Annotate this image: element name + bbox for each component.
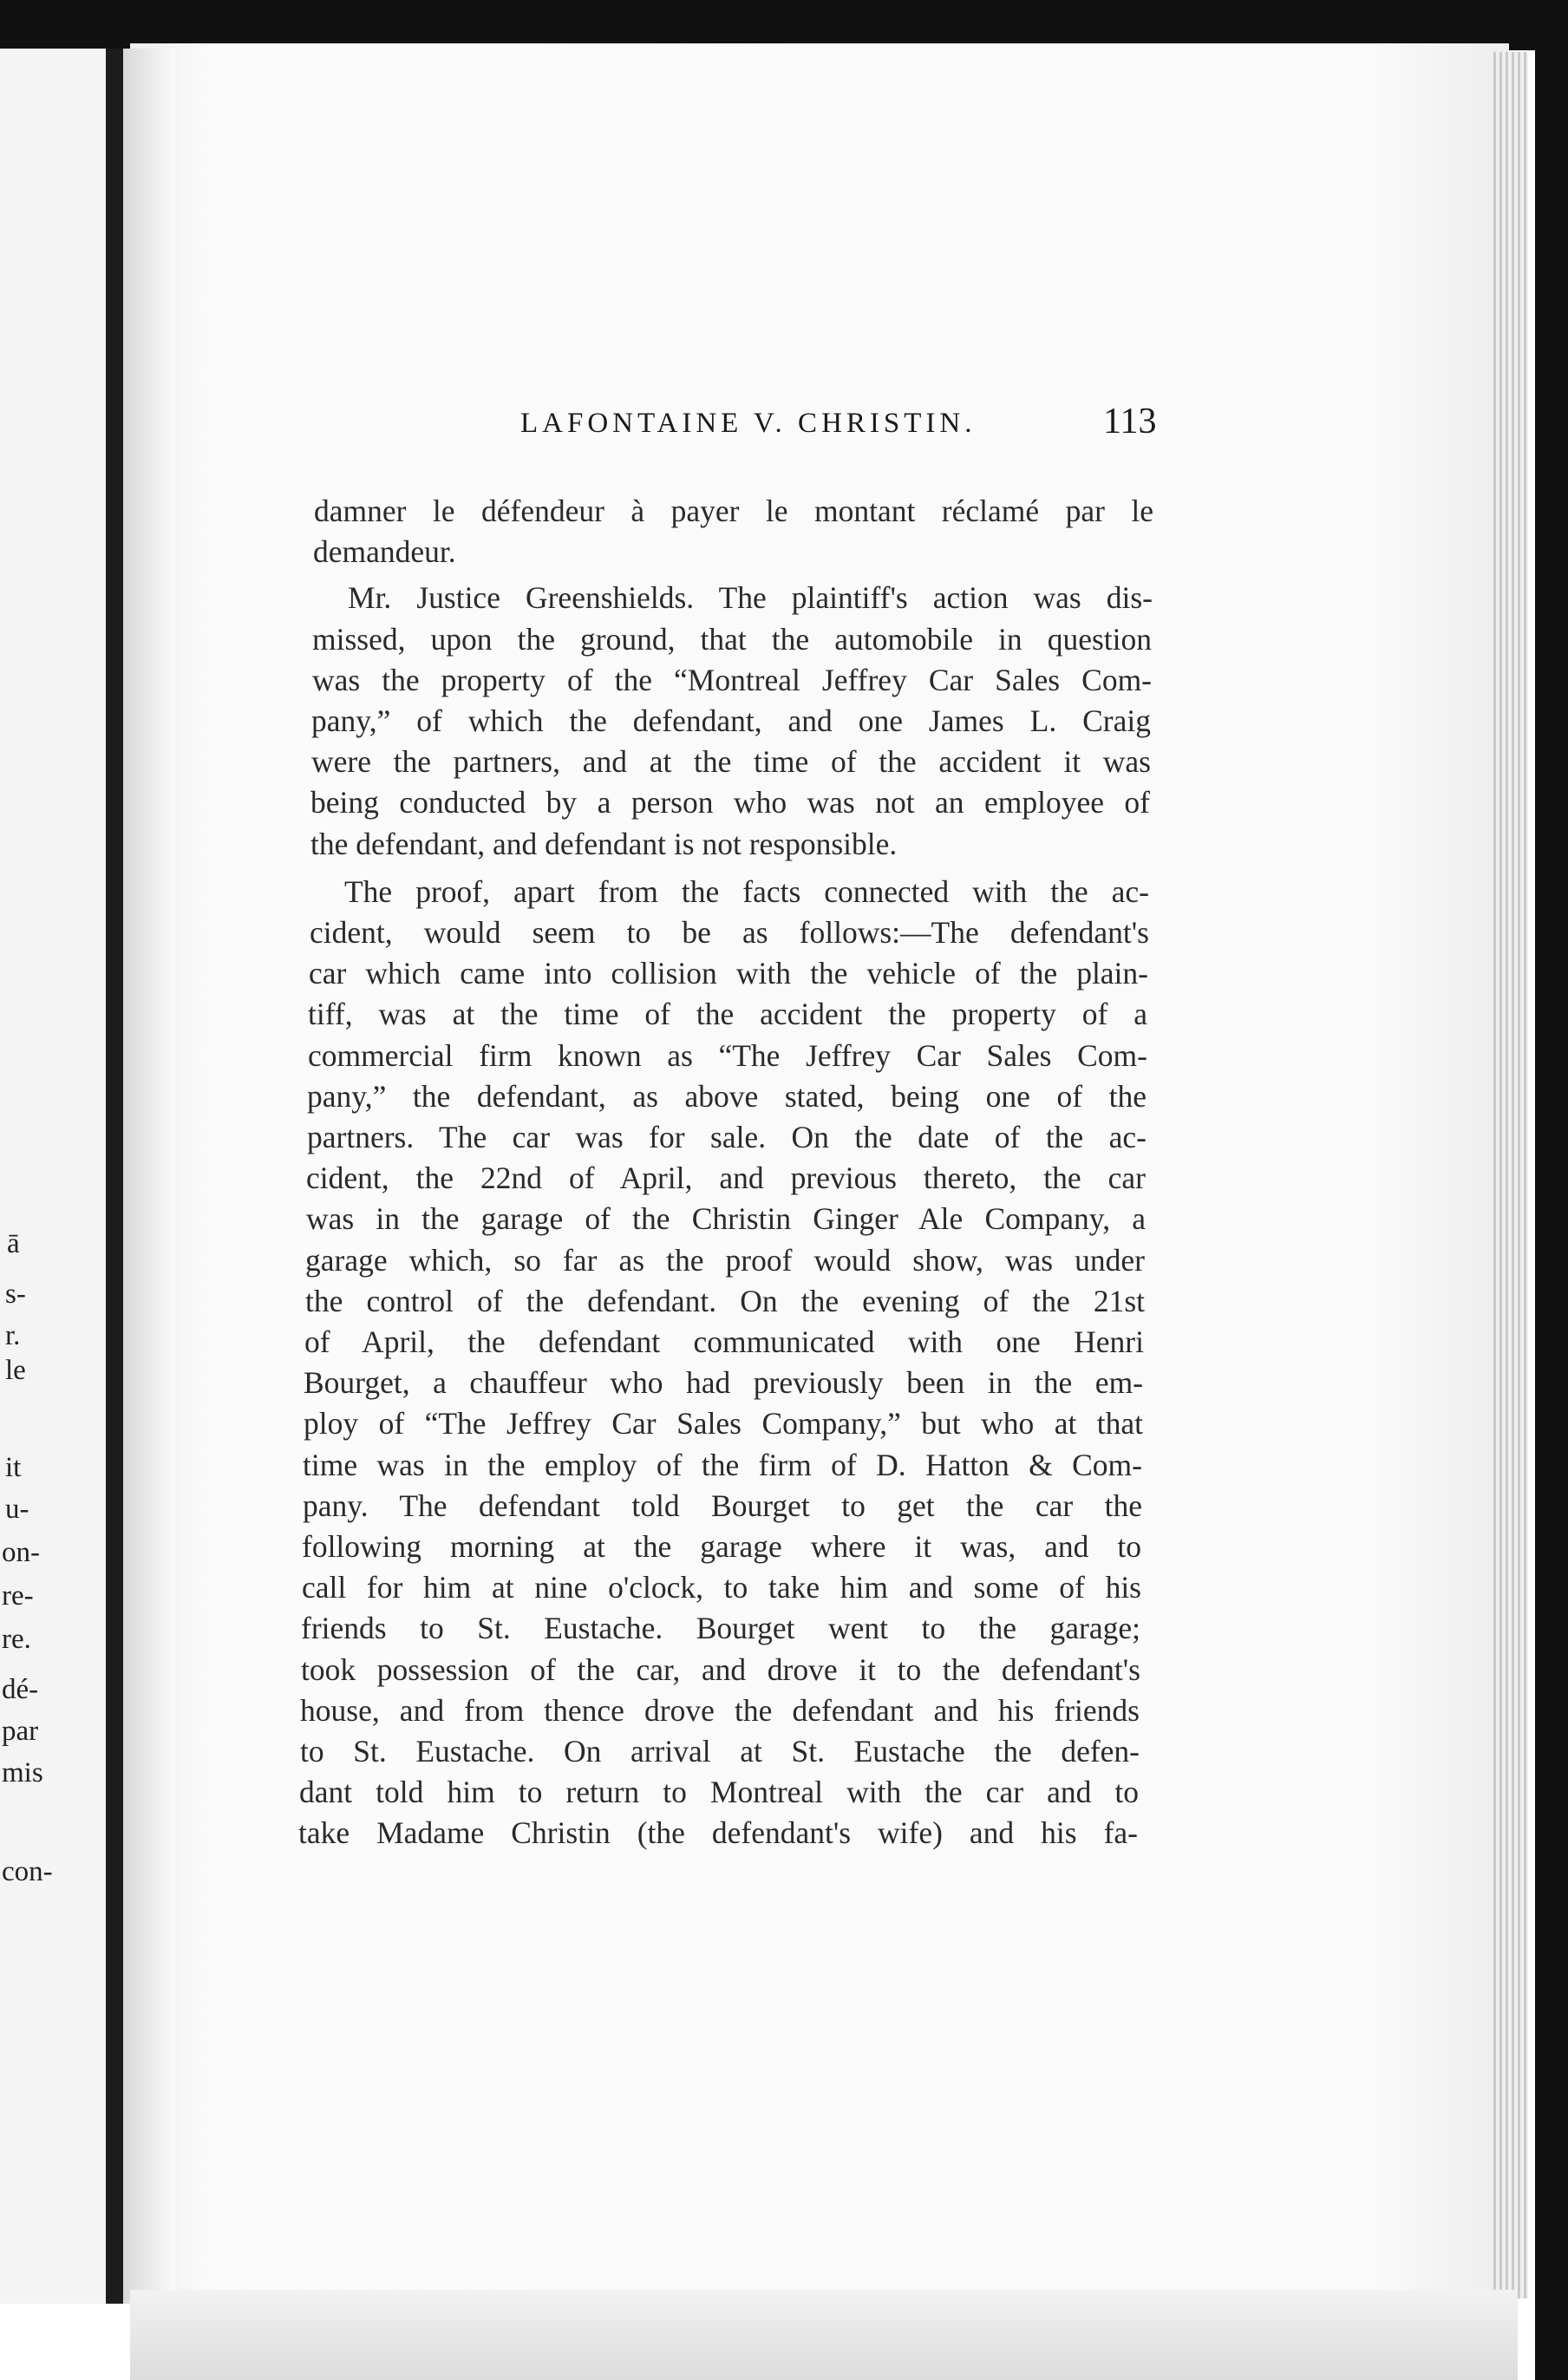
text-line: damner le défendeur à payer le montant réclamé par le: [314, 494, 1153, 528]
left-fragment: mis: [2, 1757, 43, 1788]
gutter-shadow: [123, 49, 175, 2304]
left-fragment: u-: [5, 1494, 29, 1525]
left-fragment: dé-: [2, 1674, 39, 1705]
text-line: call for him at nine o'clock, to take him and some of his: [302, 1570, 1141, 1605]
text-line: pany,” of which the defendant, and one James L. Craig: [311, 703, 1151, 738]
text-line: of April, the defendant communicated with one Henri: [304, 1324, 1144, 1359]
left-facing-page: [0, 49, 106, 2304]
text-line: took possession of the car, and drove it to the defendant's: [301, 1651, 1140, 1687]
text-line: car which came into collision with the vehicle of the plain-: [309, 956, 1148, 991]
book-gutter: [106, 49, 123, 2304]
text-line: was in the garage of the Christin Ginger Ale Company, a: [306, 1201, 1146, 1237]
text-line: cident, would seem to be as follows:—The defendant's: [310, 915, 1149, 950]
text-line: pany. The defendant told Bourget to get the car the: [303, 1488, 1142, 1523]
scan-border-right: [1535, 0, 1568, 2380]
text-line: Mr. Justice Greenshields. The plaintiff's action was dis-: [348, 580, 1153, 616]
text-line: demandeur.: [313, 534, 456, 570]
page-bottom-shadow: [130, 2290, 1518, 2380]
text-line: pany,” the defendant, as above stated, being one of the: [307, 1078, 1147, 1114]
left-fragment: re-: [2, 1580, 34, 1612]
left-fragment: on-: [2, 1537, 40, 1568]
text-line: cident, the 22nd of April, and previous thereto, the car: [306, 1161, 1146, 1196]
text-line: Bourget, a chauffeur who had previously been in the em-: [304, 1365, 1143, 1401]
text-line: the defendant, and defendant is not responsible.: [310, 826, 898, 861]
text-line: dant told him to return to Montreal with the car and to: [299, 1775, 1139, 1810]
text-line: were the partners, and at the time of the accident it was: [311, 744, 1151, 780]
text-line: house, and from thence drove the defendant and his friends: [300, 1692, 1140, 1728]
page-edges: [1493, 52, 1528, 2298]
text-line: to St. Eustache. On arrival at St. Eustache the defen-: [300, 1734, 1140, 1769]
left-fragment: re.: [2, 1624, 31, 1655]
text-line: following morning at the garage where it was, and to: [302, 1529, 1141, 1564]
page-number: 113: [1103, 402, 1157, 441]
text-line: time was in the employ of the firm of D. Hatton & Com-: [303, 1447, 1142, 1482]
left-fragment: r.: [5, 1320, 21, 1351]
text-line: missed, upon the ground, that the automobile in question: [312, 621, 1152, 657]
text-line: take Madame Christin (the defendant's wife) and his fa-: [298, 1815, 1138, 1851]
left-fragment: ā: [7, 1228, 20, 1259]
text-line: the control of the defendant. On the evening of the 21st: [305, 1283, 1145, 1318]
text-line: tiff, was at the time of the accident the property of a: [308, 997, 1147, 1032]
text-line: was the property of the “Montreal Jeffrey Car Sales Com-: [312, 662, 1152, 697]
text-line: ploy of “The Jeffrey Car Sales Company,” but who at that: [304, 1406, 1143, 1442]
left-fragment: it: [5, 1452, 22, 1483]
text-line: partners. The car was for sale. On the date of the ac-: [307, 1120, 1147, 1154]
text-line: The proof, apart from the facts connected with the ac-: [344, 873, 1149, 909]
right-page: [130, 43, 1509, 2351]
text-line: friends to St. Eustache. Bourget went to the garage;: [301, 1611, 1140, 1646]
left-fragment: con-: [2, 1856, 53, 1887]
text-line: commercial firm known as “The Jeffrey Car Sales Com-: [308, 1037, 1147, 1073]
text-line: being conducted by a person who was not an employee of: [310, 785, 1150, 821]
left-fragment: le: [5, 1355, 26, 1386]
running-header-title: LAFONTAINE V. CHRISTIN.: [520, 408, 977, 439]
left-fragment: s-: [5, 1278, 26, 1310]
text-line: garage which, so far as the proof would show, was under: [305, 1242, 1145, 1278]
left-fragment: par: [2, 1716, 39, 1747]
